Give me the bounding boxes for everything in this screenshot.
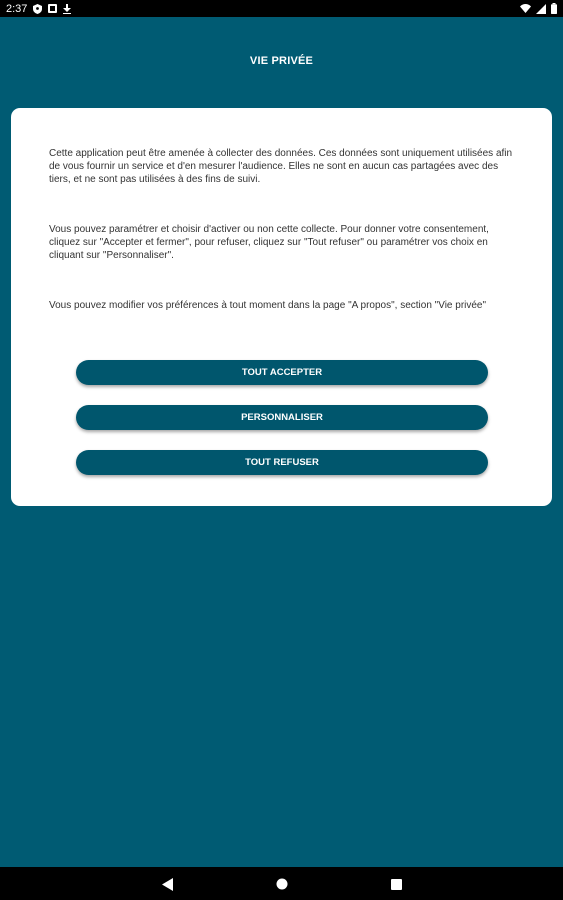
navigation-bar: [0, 867, 563, 900]
home-icon[interactable]: [274, 876, 290, 892]
status-bar: [0, 0, 563, 17]
status-right: [520, 3, 557, 14]
recent-apps-icon[interactable]: [388, 876, 404, 892]
privacy-paragraph-preferences: Vous pouvez modifier vos préférences à tout moment dans la page "A propos", section "Vie privée": [49, 300, 487, 311]
notification-box-icon: [48, 4, 57, 13]
status-time: 2:37: [6, 2, 28, 15]
privacy-paragraph-consent: Vous pouvez paramétrer et choisir d'activer ou non cette collecte. Pour donner votre consentement, cliquez sur "Accepter et fermer", pour refuser, cliquez sur "Tout refuser" ou paramétrer vos choix en cliquant sur "Personnaliser".: [49, 224, 489, 261]
shield-icon: [33, 4, 42, 14]
back-icon[interactable]: [160, 876, 176, 892]
privacy-paragraph-data-collection: Cette application peut être amenée à collecter des données. Ces données sont uniquement utilisées afin de vous fournir un service et d'en mesurer l'audience. Elles ne sont en aucun cas partagées avec des tiers, et ne sont pas utilisées à des fins de suivi.: [49, 148, 513, 185]
page-title: VIE PRIVÉE: [249, 55, 314, 67]
battery-icon: [551, 3, 557, 14]
refuse-all-button[interactable]: TOUT REFUSER: [76, 450, 488, 475]
status-left: [6, 3, 71, 15]
privacy-card: [11, 108, 552, 506]
customize-button[interactable]: PERSONNALISER: [76, 405, 488, 430]
signal-icon: [536, 4, 546, 14]
accept-all-button[interactable]: TOUT ACCEPTER: [76, 360, 488, 385]
wifi-icon: [520, 4, 531, 13]
download-icon: [63, 4, 71, 14]
